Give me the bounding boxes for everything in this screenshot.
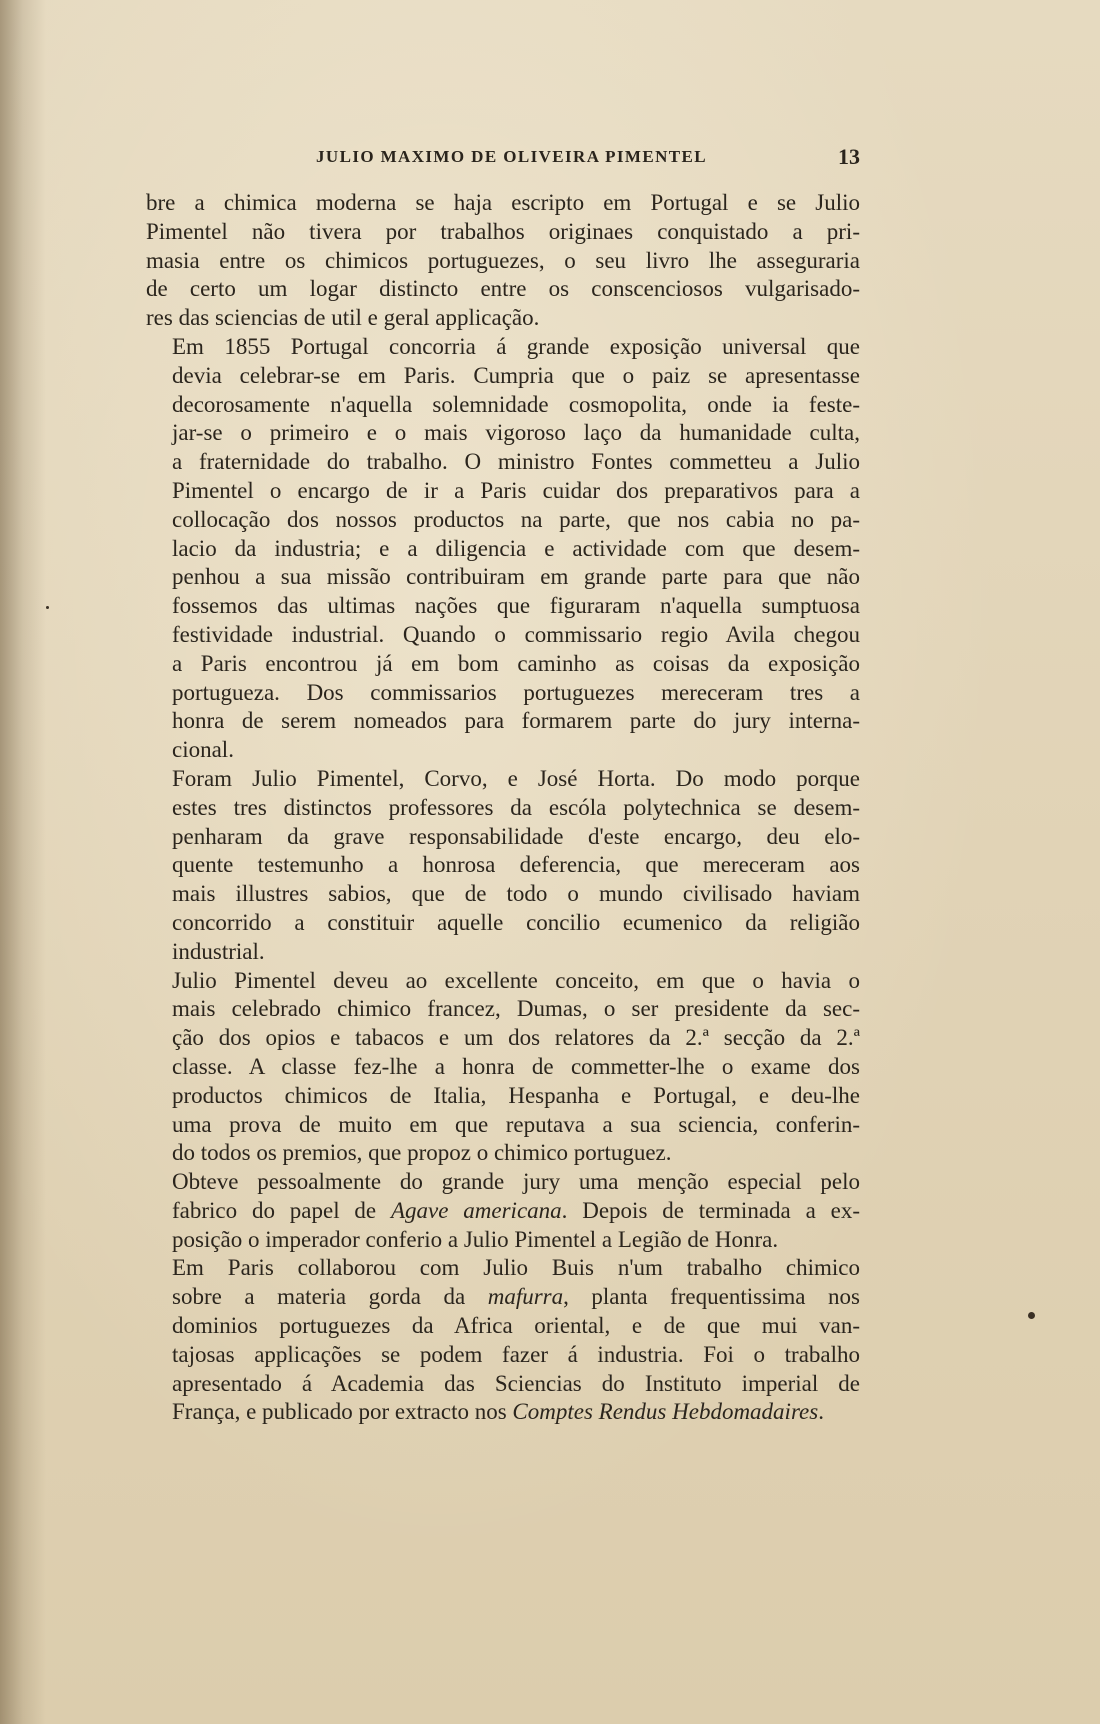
text-line: a Paris encontrou já em bom caminho as coisas da exposição — [172, 650, 860, 676]
text-line: a fraternidade do trabalho. O ministro Fontes commetteu a Julio — [172, 449, 860, 475]
ink-speck — [1028, 1312, 1035, 1319]
ink-speck — [46, 606, 49, 609]
italic-term: Agave americana — [390, 1197, 562, 1223]
text-line: Julio Pimentel deveu ao excellente conceito, em que o havia o — [172, 967, 860, 993]
text-line: masia entre os chimicos portuguezes, o seu livro lhe asseguraria — [146, 247, 860, 273]
page-header — [146, 144, 860, 171]
text-line: apresentado á Academia das Sciencias do Instituto imperial de — [172, 1370, 860, 1396]
text-line: estes tres distinctos professores da escóla polytechnica se desem- — [172, 794, 860, 820]
text-line: tajosas applicações se podem fazer á industria. Foi o trabalho — [172, 1341, 860, 1367]
text-line: Pimentel o encargo de ir a Paris cuidar dos preparativos para a — [172, 477, 860, 503]
text-line: classe. A classe fez-lhe a honra de commetter-lhe o exame dos — [172, 1053, 860, 1079]
text-line: jar-se o primeiro e o mais vigoroso laço da humanidade culta, — [172, 420, 860, 446]
italic-term: Comptes Rendus Hebdomadaires — [512, 1399, 819, 1425]
paragraph — [146, 189, 860, 333]
text-line: fabrico do papel de Agave americana. Depois de terminada a ex- — [172, 1197, 860, 1223]
text-line: França, e publicado por extracto nos Comptes Rendus Hebdomadaires. — [172, 1399, 824, 1425]
text-line: festividade industrial. Quando o commissario regio Avila chegou — [172, 621, 860, 647]
text-line: ção dos opios e tabacos e um dos relatores da 2.ª secção da 2.ª — [172, 1025, 860, 1051]
text-line: honra de serem nomeados para formarem parte do jury interna- — [172, 708, 860, 734]
text-line: quente testemunho a honrosa deferencia, que mereceram aos — [172, 852, 860, 878]
text-line: dominios portuguezes da Africa oriental, e de que mui van- — [172, 1313, 860, 1339]
text-line: mais illustres sabios, que de todo o mundo civilisado haviam — [172, 881, 860, 907]
text-line: sobre a materia gorda da mafurra, planta frequentissima nos — [172, 1284, 860, 1310]
page-number: 13 — [838, 144, 860, 169]
text-line: Em 1855 Portugal concorria á grande exposição universal que — [172, 333, 860, 359]
text-line: decorosamente n'aquella solemnidade cosmopolita, onde ia feste- — [172, 391, 860, 417]
text-line: fossemos das ultimas nações que figuraram n'aquella sumptuosa — [172, 593, 860, 619]
text-line: Em Paris collaborou com Julio Buis n'um trabalho chimico — [172, 1255, 860, 1281]
text-line: Foram Julio Pimentel, Corvo, e José Horta. Do modo porque — [172, 765, 860, 791]
paragraph — [146, 1254, 860, 1427]
text-line: lacio da industria; e a diligencia e actividade com que desem- — [172, 535, 860, 561]
text-line: devia celebrar-se em Paris. Cumpria que o paiz se apresentasse — [172, 362, 860, 388]
text-line: Pimentel não tivera por trabalhos originaes conquistado a pri- — [146, 218, 860, 244]
text-line: res das sciencias de util e geral applicação. — [146, 305, 540, 331]
text-line: posição o imperador conferio a Julio Pimentel a Legião de Honra. — [172, 1226, 779, 1252]
text-line: uma prova de muito em que reputava a sua sciencia, conferin- — [172, 1111, 860, 1137]
text-line: collocação dos nossos productos na parte, que nos cabia no pa- — [172, 506, 860, 532]
text-line: industrial. — [172, 938, 265, 964]
text-line: penharam da grave responsabilidade d'este encargo, deu elo- — [172, 823, 860, 849]
text-line: cional. — [172, 737, 234, 763]
binding-shadow — [0, 0, 46, 1724]
text-line: portugueza. Dos commissarios portuguezes mereceram tres a — [172, 679, 860, 705]
text-line: penhou a sua missão contribuiram em grande parte para que não — [172, 564, 860, 590]
text-line: bre a chimica moderna se haja escripto em Portugal e se Julio — [146, 190, 860, 215]
text-line: productos chimicos de Italia, Hespanha e Portugal, e deu-lhe — [172, 1082, 860, 1108]
text-line: mais celebrado chimico francez, Dumas, o ser presidente da sec- — [172, 996, 860, 1022]
paragraph — [146, 333, 860, 765]
text-line: do todos os premios, que propoz o chimico portuguez. — [172, 1140, 672, 1166]
italic-term: mafurra — [487, 1284, 564, 1310]
text-line: concorrido a constituir aquelle concilio ecumenico da religião — [172, 909, 860, 935]
running-head: JULIO MAXIMO DE OLIVEIRA PIMENTEL — [316, 147, 707, 166]
paragraph — [146, 765, 860, 967]
paragraph — [146, 967, 860, 1169]
text-line: de certo um logar distincto entre os conscenciosos vulgarisado- — [146, 276, 860, 302]
paragraph — [146, 1168, 860, 1254]
body-text — [146, 189, 860, 1427]
text-line: Obteve pessoalmente do grande jury uma menção especial pelo — [172, 1169, 860, 1195]
